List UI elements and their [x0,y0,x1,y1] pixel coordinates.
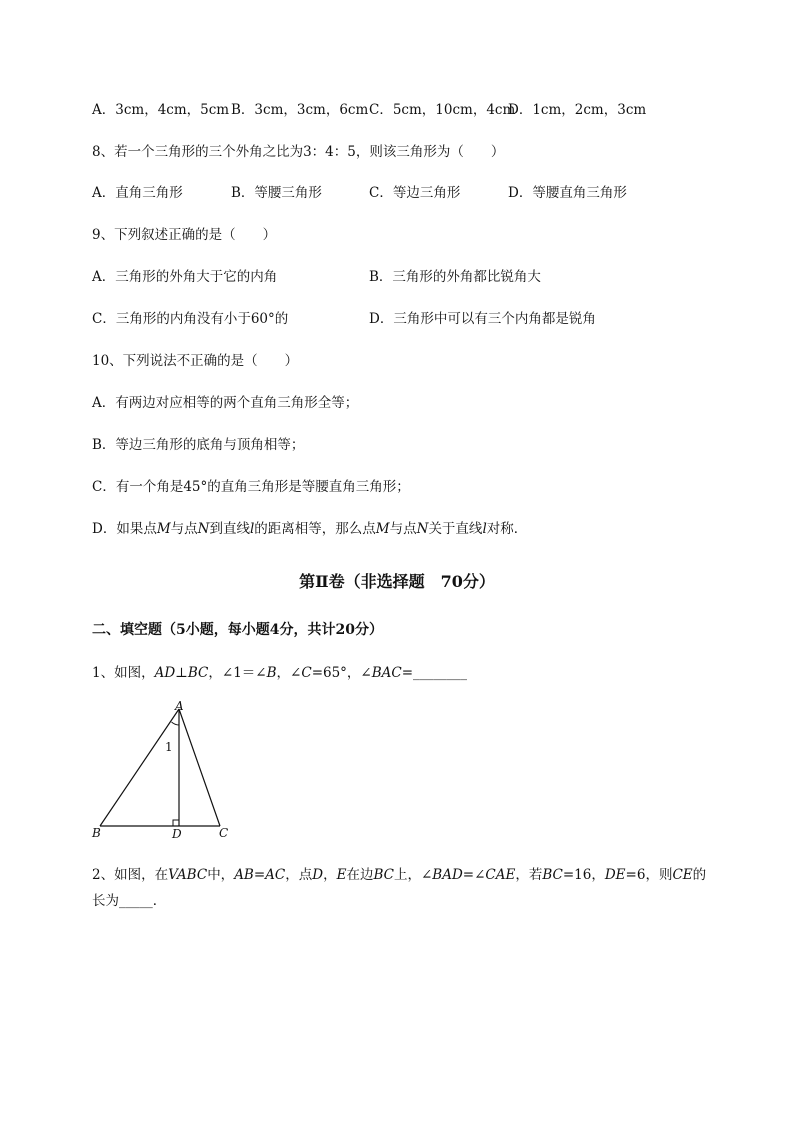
q7-option-c: C．5cm，10cm，4cm [369,102,516,118]
right-angle-mark [173,820,179,826]
q9-option-d: D．三角形中可以有三个内角都是锐角 [369,311,596,327]
angle-arc [172,722,180,725]
fill1-stem: 1、如图，AD⊥BC，∠1＝∠B，∠C=65°，∠BAC=________ [92,665,468,681]
q9-stem: 9、下列叙述正确的是（ ） [92,227,277,243]
segment-ab [100,709,179,826]
fill2-answer-line: 长为_____． [92,893,167,909]
label-c: C [219,826,229,840]
q10-option-d: D．如果点M与点N到直线l的距离相等，那么点M与点N关于直线l对称． [92,521,528,537]
q10-option-c: C．有一个角是45°的直角三角形是等腰直角三角形； [92,479,410,495]
section-heading: 二、填空题（5小题，每小题4分，共计20分） [92,622,383,638]
q7-option-a: A．3cm，4cm，5cm [92,102,230,118]
label-d: D [172,827,182,841]
q8-option-a: A．直角三角形 [92,185,183,201]
q7-option-d: D．1cm，2cm，3cm [508,102,647,118]
q9-option-a: A．三角形的外角大于它的内角 [92,269,278,285]
q9-option-b: B．三角形的外角都比锐角大 [369,269,541,285]
q10-option-b: B．等边三角形的底角与顶角相等； [92,437,305,453]
segment-ac [179,709,220,826]
q8-option-d: D．等腰直角三角形 [508,185,627,201]
label-angle-1: 1 [165,740,173,754]
q10-stem: 10、下列说法不正确的是（ ） [92,353,299,369]
label-b: B [92,826,101,840]
section-title: 第Ⅱ卷（非选择题 70分） [299,572,495,591]
label-a: A [175,699,184,713]
q10-option-a: A．有两边对应相等的两个直角三角形全等； [92,395,359,411]
q7-option-b: B．3cm，3cm，6cm [231,102,369,118]
fill2-stem: 2、如图，在VABC中，AB=AC，点D，E在边BC上，∠BAD=∠CAE，若BC=16，DE=6，则CE的 [92,867,707,883]
q9-option-c: C．三角形的内角没有小于60°的 [92,311,289,327]
q8-option-b: B．等腰三角形 [231,185,322,201]
triangle-figure [88,698,248,844]
q8-option-c: C．等边三角形 [369,185,461,201]
q8-stem: 8、若一个三角形的三个外角之比为3：4：5，则该三角形为（ ） [92,144,505,160]
